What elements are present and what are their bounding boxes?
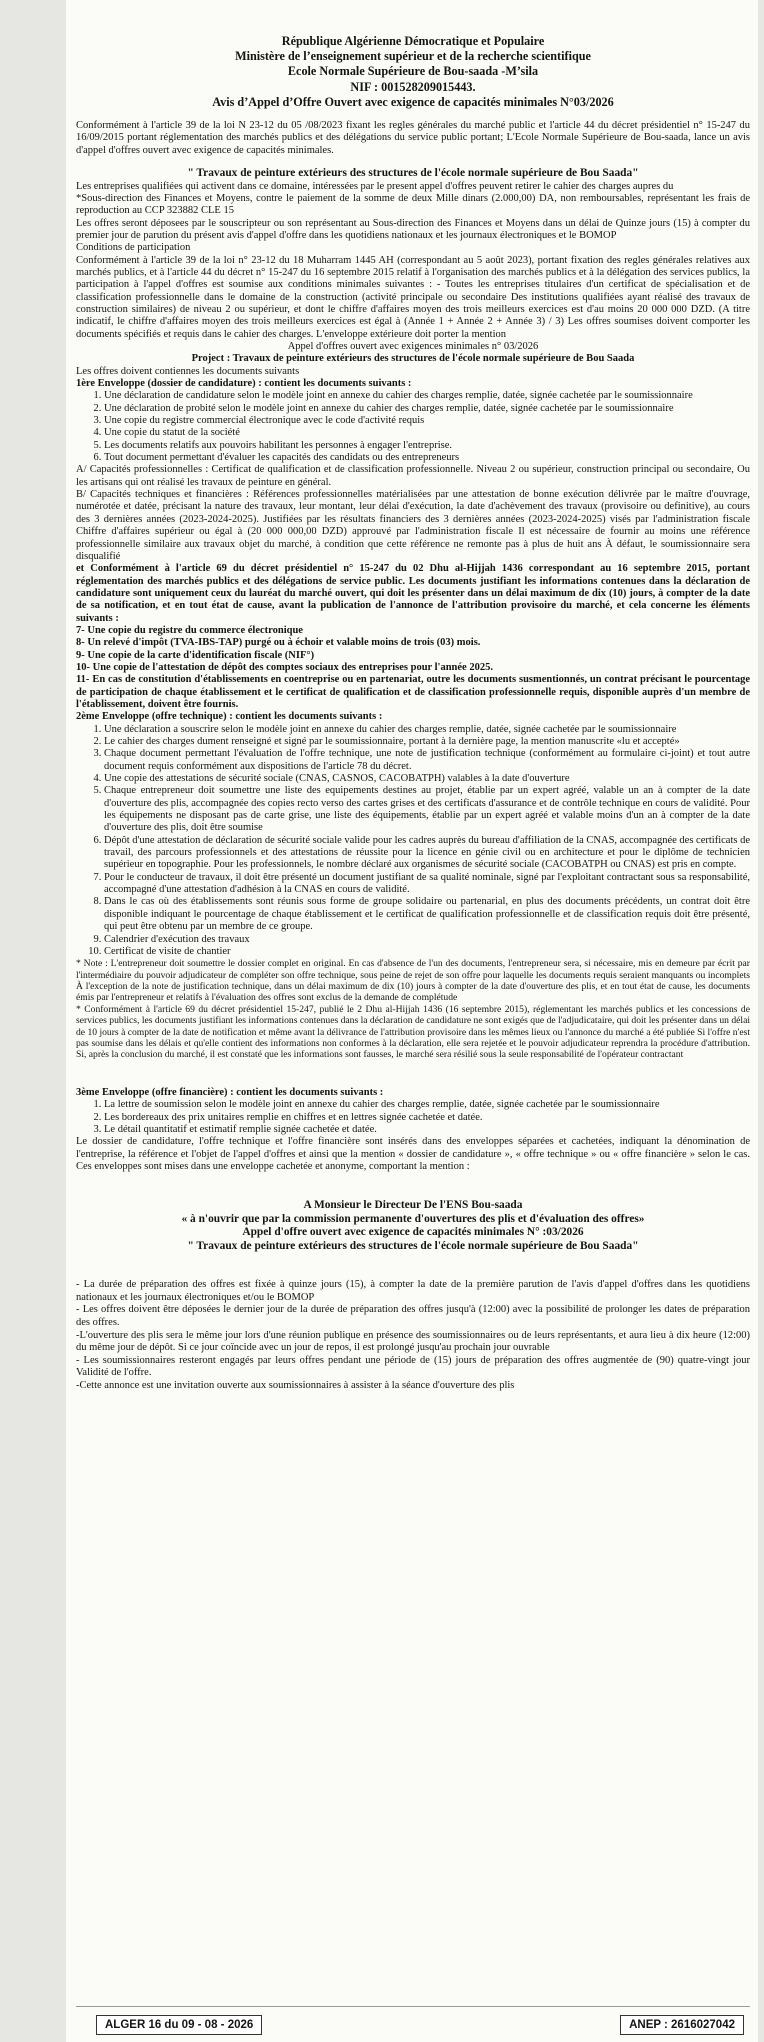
para-conditions-heading: Conditions de participation	[76, 242, 191, 254]
header-notice-title: Avis d’Appel d’Offre Ouvert avec exigence de capacités minimales N°03/2026	[212, 94, 614, 109]
address-director: A Monsieur le Directeur De l'ENS Bou-saada	[303, 1199, 523, 1212]
page-footer	[76, 2006, 750, 2033]
para-deposit: Les offres seront déposees par le souscripteur ou son représentant au Sous-direction des Finances et Moyens dans un délai de Quinze jours (15) à compter du premier jour de parution du présent avis d'appel d'offre dans les quotidiens nationaux et les journaux électroniques et le BOMOP	[76, 217, 750, 241]
anep-reference-box: ANEP : 2616027042	[620, 2015, 744, 2035]
para-retrieve: Les entreprises qualifiées qui activent dans ce domaine, intéressées par le present appel d'offres peuvent retirer le cahier des charges aupres du	[76, 180, 674, 192]
list-item: 9. Calendrier d'exécution des travaux	[104, 934, 750, 946]
header-school: Ecole Normale Supérieure de Bou-saada -M’sila	[287, 64, 539, 79]
final-provisions	[76, 1279, 750, 1392]
list-item: 5. Les documents relatifs aux pouvoirs habilitant les personnes à engager l'entreprise.	[104, 440, 750, 452]
address-project: " Travaux de peinture extérieurs des structures de l'école normale supérieure de Bou Saada"	[187, 1239, 639, 1252]
project-title: " Travaux de peinture extérieurs des structures de l'école normale supérieure de Bou Saada"	[187, 167, 639, 180]
notice-header	[76, 34, 750, 110]
list-item: 1. Une déclaration a souscrire selon le modèle joint en annexe du cahier des charges remplie, datée, signée cachetée par le soumissionnaire	[104, 724, 750, 736]
list-item: 7- Une copie du registre du commerce électronique	[76, 624, 303, 636]
note-article-69: * Conformément à l'article 69 du décret présidentiel 15-247, publié le 2 Dhu al-Hijjah 1436 (16 septembre 2015), réglementant les marchés publics et les concessions de services publics, les documents justifiant les informations contenues dans la déclaration de candidature ne sont exigés que de l'adjudicataire, qui doit les présenter dans un délai de 10 jours à compter de la date de notification et même avant la délivrance de l'attribution provisoire dans les mêmes lieux ou l'annonce du marché a été publiée Si l'offre n'est pas soumise dans les délais et qu'elle contient des informations non conformes à la déclaration, elle sera rejetée et le pouvoir adjudicateur reprendra la procédure d'attribution. Si, après la conclusion du marché, il est constaté que les informations sont fausses, le marché sera résilié sous la seule responsabilité de l'opérateur contractant	[76, 1003, 750, 1061]
envelope-2-title: 2ème Enveloppe (offre technique) : contient les documents suivants :	[76, 711, 383, 723]
final-item: - La durée de préparation des offres est fixée à quinze jours (15), à compter la date de la première parution de l'avis d'appel d'offres dans les quotidiens nationaux et les journaux électroniques et/ou le BOMOP	[76, 1279, 750, 1303]
list-item: 8- Un relevé d'impôt (TVA-IBS-TAP) purgé ou à échoir et valable moins de trois (03) mois.	[76, 637, 481, 649]
list-item: 4. Une copie du statut de la société	[104, 427, 750, 439]
project-line: Project : Travaux de peinture extérieurs des structures de l'école normale supérieure de Bou Saada	[191, 353, 635, 365]
para-payment: *Sous-direction des Finances et Moyens, contre le paiement de la somme de deux Mille dinars (2.000,00) DA, non remboursables, représentant les frais de reproduction au CCP 323882 CLE 15	[76, 192, 750, 217]
list-item: 2. Les bordereaux des prix unitaires remplie en chiffres et en lettres signée cachetée et datée.	[104, 1112, 750, 1124]
list-item: 6. Tout document permettant d'évaluer les capacités des candidats ou des entrepreneurs	[104, 452, 750, 464]
list-item: 9- Une copie de la carte d'identification fiscale (NIF°)	[76, 649, 315, 661]
docs-intro: Les offres doivent contiennes les documents suivants	[76, 365, 300, 377]
envelope-closing: Le dossier de candidature, l'offre technique et l'offre financière sont insérés dans des enveloppes séparées et cachetées, indiquant la dénomination de l'entreprise, la référence et l'objet de l'appel d'offres et ainsi que la mention « dossier de candidature », « offre technique » ou « offre financière » selon le cas. Ces enveloppes sont mises dans une enveloppe cachetée et anonyme, comportant la mention :	[76, 1136, 750, 1172]
final-item: - Les soumissionnaires resteront engagés par leurs offres pendant une période de (15) jours de préparation des offres augmentée de (90) quatre-vingt jour Validité de l'offre.	[76, 1354, 750, 1379]
list-item: 1. Une déclaration de candidature selon le modèle joint en annexe du cahier des charges remplie, datée, signée cachetée par le soumissionnaire	[104, 390, 750, 402]
final-item: - Les offres doivent être déposées le dernier jour de la durée de préparation des offres jusqu'à (12:00) avec la possibilité de prolonger les dates de préparation des offres.	[76, 1304, 750, 1329]
header-ministry: Ministère de l’enseignement supérieur et de la recherche scientifique	[235, 49, 591, 64]
envelope-2-list	[76, 724, 750, 959]
header-nif: NIF : 001528209015443.	[350, 79, 476, 94]
list-item: 1. La lettre de soumission selon le modèle joint en annexe du cahier des charges remplie, datée, signée cachetée par le soumissionnaire	[104, 1099, 750, 1111]
intro-paragraph: Conformément à l'article 39 de la loi N 23-12 du 05 /08/2023 fixant les regles générales du marché public et l'article 44 du décret présidentiel n° 15-247 du 16/09/2015 portant réglementation des marchés publics et des délégations du service public portant; L'Ecole Normale Supérieure de Bou-saada, lance un avis d'appel d'offres ouvert avec exigence de capacités minimales.	[76, 120, 750, 156]
final-item: -Cette annonce est une invitation ouverte aux soumissionnaires à assister à la séance d'ouverture des plis	[76, 1380, 515, 1392]
newspaper-page	[66, 0, 758, 2042]
publication-date-box: ALGER 16 du 09 - 08 - 2026	[96, 2015, 262, 2035]
list-item: 5. Chaque entrepreneur doit soumettre une liste des equipements destines au projet, établie par un expert agréé, valable un an à compter de la date d'ouverture des plis, accompagnée des copies recto verso des cartes grises et des certificats d'assurance et de contrôle technique en cours de validité. Pour les équipements ne disposant pas de carte grise, une liste des équipements, établie par un expert agréé et valable moins d'un an à compter de la date d'ouverture des plis, doit être soumise	[104, 785, 750, 834]
list-item: 2. Une déclaration de probité selon le modèle joint en annexe du cahier des charges remplie, datée, signée cachetée par le soumissionnaire	[104, 403, 750, 415]
para-conditions: Conformément à l'article 39 de la loi n° 23-12 du 18 Muharram 1445 AH (correspondant au 5 août 2023), portant fixation des regles générales relatives aux marchés publics, et à l'article 44 du décret n° 15-247 du 16 septembre 2015 relatif à l'organisation des marchés publics et à la délégation des services publics, la participation à l'appel d'offres est soumise aux conditions minimales suivantes : - Toutes les entreprises titulaires d'un certificat de spécialisation et de classification professionnelle dans le domaine de la construction (activité principale ou secondaire Des institutions qualifiées ayant réalisé des travaux de construction similaires) de niveau 2 ou supérieur, et dont le chiffre d'affaires moyen des trois meilleurs exercices est d'au moins 20 000 000 DZD. (A titre indicatif, le chiffre d'affaires moyen des trois meilleurs exercices est égal à (Année 1 + Année 2 + Année 3) / 3) Les offres soumises doivent comporter les documents spécifiés et requis dans le cahier des charges. L'enveloppe extérieure doit porter la mention	[76, 254, 750, 340]
list-item: 3. Une copie du registre commercial électronique avec le code d'activité requis	[104, 415, 750, 427]
list-item: 11- En cas de constitution d'établissements en coentreprise ou en partenariat, outre les documents susmentionnés, un contrat précisant le pourcentage de participation de chaque établissement et le certificat de qualification et de classification professionnelle requis, disponible auprès d'un membre de l'établissement, doivent être fournis.	[76, 674, 750, 710]
list-item: 6. Dépôt d'une attestation de déclaration de sécurité sociale valide pour les cadres auprès du bureau d'affiliation de la CNAS, accompagnée des certificats de travail, des parcours professionnels et des attestations de réussite pour la licence en génie civil ou en architecture et pour le diplôme de technicien supérieur en topographie. Pour les professionnels, le nombre déclaré aux organismes de sécurité sociale (CACOBATPH ou CNAS) est pris en compte.	[104, 835, 750, 872]
list-item: 7. Pour le conducteur de travaux, il doit être présenté un document justifiant de sa qualité nominale, signé par l'exploitant contractant sous sa responsabilité, accompagné d'une attestation d'adhésion à la CNAS en cours de validité.	[104, 872, 750, 897]
list-item: 3. Le détail quantitatif et estimatif remplie signée cachetée et datée.	[104, 1124, 750, 1136]
list-item: 3. Chaque document permettant l'évaluation de l'offre technique, une note de justification technique (conformément au formulaire ci-joint) et tout autre document requis conformément aux dispositions de l'article 78 du décret.	[104, 748, 750, 773]
final-item: -L'ouverture des plis sera le même jour lors d'une réunion publique en présence des soumissionnaires ou de leurs représentants, et aura lieu à dix heure (12:00) du même jour de dépôt. Si ce jour coïncide avec un jour de repos, il est prolongé jusqu'au prochain jour ouvrable	[76, 1329, 750, 1354]
note-paragraph: * Note : L'entrepreneur doit soumettre le dossier complet en original. En cas d'absence de l'un des documents, l'entrepreneur sera, si nécessaire, mis en demeure par écrit par l'intermédiaire du pouvoir adjudicateur de compléter son offre technique, sous peine de rejet de son offre pour laquelle les documents requis seraient manquants ou incomplets À l'exception de la note de justification technique, dans un délai maximum de dix (10) jours à compter de la date d'ouverture des plis, et en tout état de cause, les documents émis par l'entrepreneur et relatifs à l'évaluation des offres sont exclus de la demande de complétude	[76, 958, 750, 1004]
envelope-mention: Appel d'offres ouvert avec exigences minimales n° 03/2026	[287, 341, 539, 353]
list-item: 10- Une copie de l'attestation de dépôt des comptes sociaux des entreprises pour l'année 2025.	[76, 661, 493, 673]
envelope-1-list	[76, 390, 750, 464]
address-commission: « à n'ouvrir que par la commission permanente d'ouvertures des plis et d'évaluation des offres»	[181, 1212, 645, 1225]
list-item: 10. Certificat de visite de chantier	[104, 946, 750, 958]
capacity-professional: A/ Capacités professionnelles : Certificat de qualification et de classification professionnelle. Niveau 2 ou supérieur, construction principal ou secondaire, Ou les artisans qui ont réalisé les travaux de peinture en général.	[76, 464, 750, 488]
envelope-3-list	[76, 1099, 750, 1136]
list-item: 2. Le cahier des charges dument renseigné et signé par le soumissionnaire, portant à la dernière page, la mention manuscrite «lu et accepté»	[104, 736, 750, 748]
envelope-3-title: 3ème Enveloppe (offre financière) : contient les documents suivants :	[76, 1086, 384, 1098]
header-republic: République Algérienne Démocratique et Populaire	[281, 34, 545, 48]
address-call: Appel d'offre ouvert avec exigence de capacités minimales N° :03/2026	[242, 1226, 584, 1239]
list-item: 4. Une copie des attestations de sécurité sociale (CNAS, CASNOS, CACOBATPH) valables à la date d'ouverture	[104, 773, 750, 785]
capacity-technical-financial: B/ Capacités techniques et financières : Références professionnelles matérialisées par une attestation de bonne exécution délivrée par le maître d'ouvrage, numérotée et datée, précisant la nature des travaux, leur montant, leur délai d'exécution, la date d'achèvement des travaux (provisoire ou definitive), au cours des 3 dernières années (2023-2024-2025). Justifiées par les résultats financiers des 3 dernières années (2023-2024-2025) visés par l'administration fiscale Chiffre d'affaires supérieur ou égal à (20 000 000,00 DZD) approuvé par l'administration fiscale Il est nécessaire de fournir au moins une référence professionnelle similaire aux travaux objet du marché, à condition que cette référence ne remonte pas à plus de huit ans À défaut, le soumissionnaire sera disqualifié	[76, 489, 750, 562]
envelope-1-title: 1ère Enveloppe (dossier de candidature) : contient les documents suivants :	[76, 378, 412, 390]
notice-body	[76, 120, 750, 1393]
article-69-paragraph: et Conformément à l'article 69 du décret présidentiel n° 15-247 du 02 Dhu al-Hijjah 1436 correspondant au 16 septembre 2015, portant réglementation des marchés publics et des délégations de service public. Les documents justifiant les informations contenues dans la déclaration de candidature sont uniquement ceux du lauréat du marché ouvert, qui doit les présenter dans un délai maximum de dix (10) jours, à compter de la date de sa notification, et en tout état de cause, avant la publication de l'annonce de l'attribution provisoire du marché, et cela concerne les éléments suivants :	[76, 563, 750, 624]
list-item: 8. Dans le cas où des établissements sont réunis sous forme de groupe solidaire ou partenarial, en plus des documents précédents, un contrat doit être disponible indiquant le pourcentage de chaque établissement et le certificat de qualification professionnelle et de classification requis doit être présenté, qui peut être obtenu par un membre de ce groupe.	[104, 896, 750, 933]
